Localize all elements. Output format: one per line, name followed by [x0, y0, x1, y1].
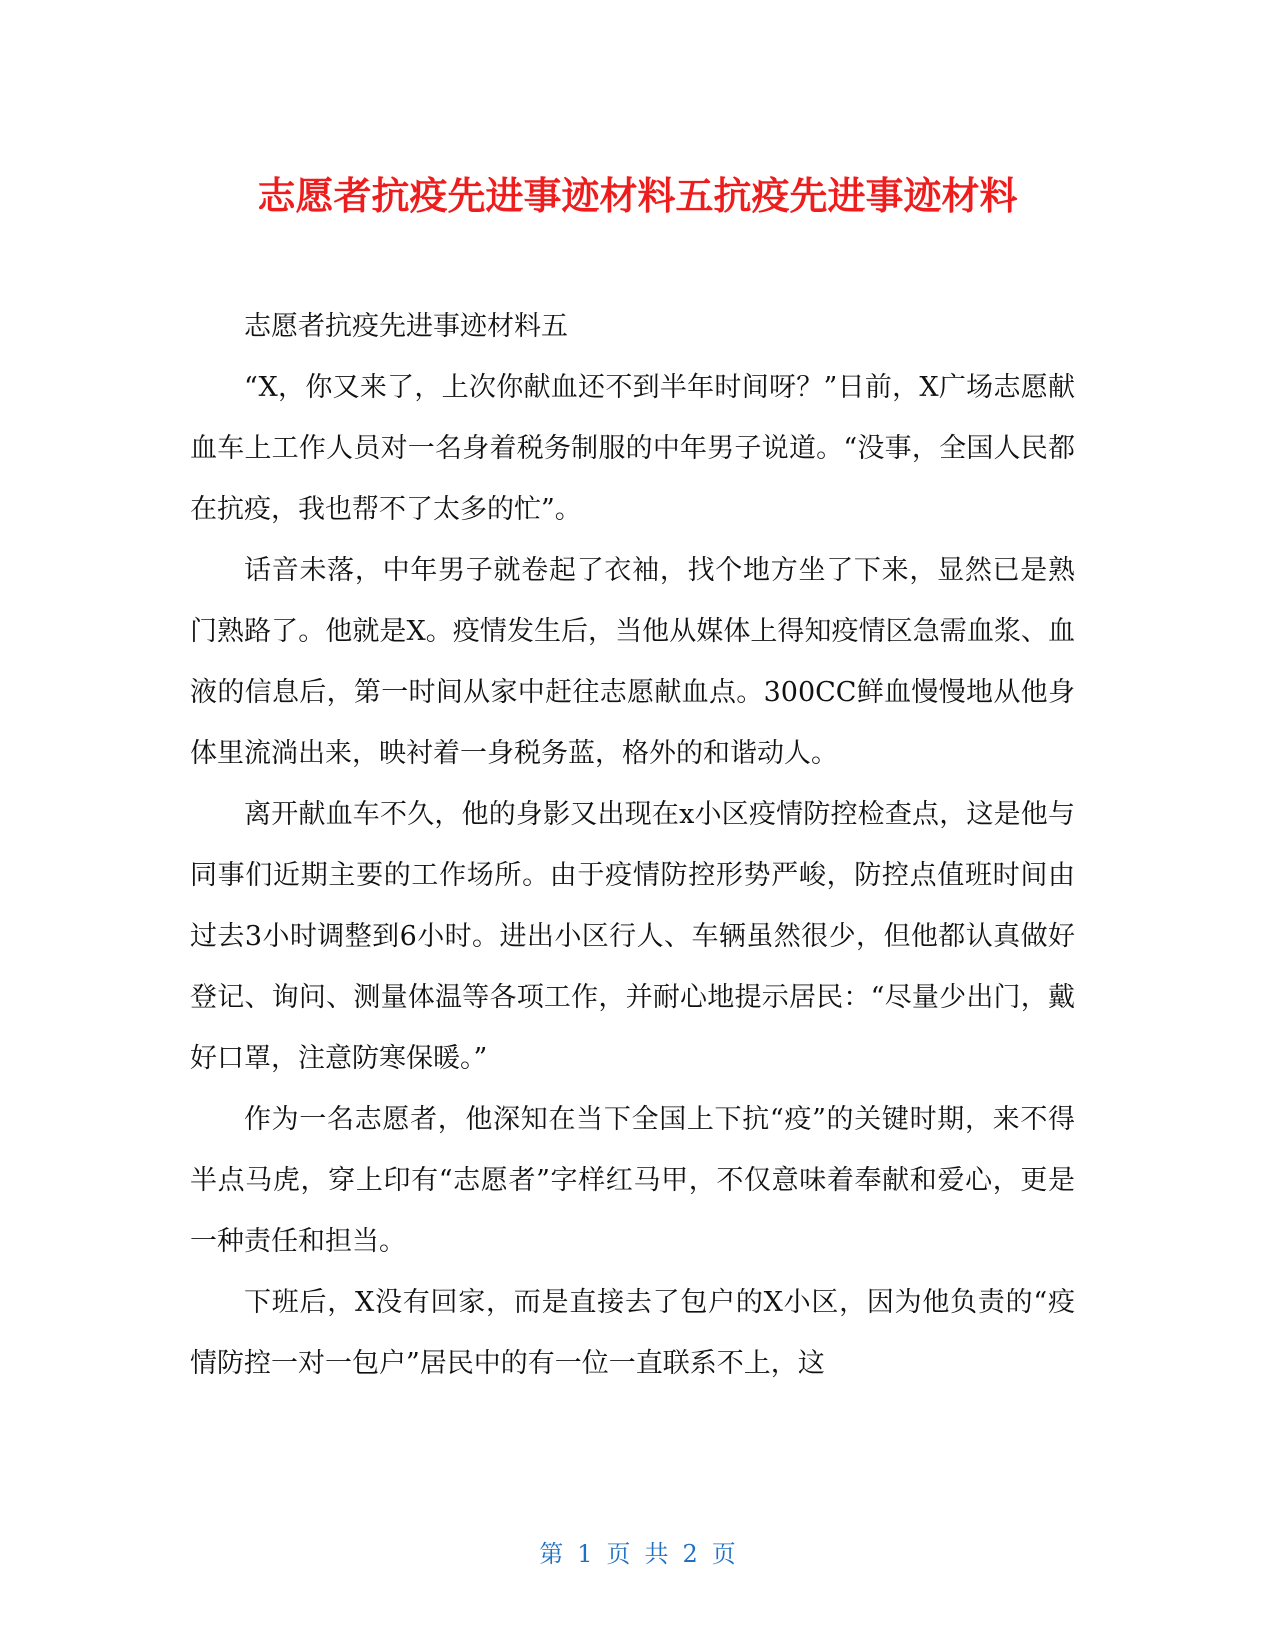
- footer-page-total: 2: [682, 1540, 698, 1568]
- footer-label-gong: 共: [644, 1540, 669, 1568]
- paragraph: 作为一名志愿者，他深知在当下全国上下抗“疫”的关键时期，来不得半点马虎，穿上印有“志愿者”字样红马甲，不仅意味着奉献和爱心，更是一种责任和担当。: [190, 1104, 1075, 1257]
- paragraph: 下班后，X没有回家，而是直接去了包户的X小区，因为他负责的“疫情防控一对一包户”居民中的有一位一直联系不上，这: [190, 1287, 1075, 1379]
- paragraph: 离开献血车不久，他的身影又出现在x小区疫情防控检查点，这是他与同事们近期主要的工作场所。由于疫情防控形势严峻，防控点值班时间由过去3小时调整到6小时。进出小区行人、车辆虽然很少，但他都认真做好登记、询问、测量体温等各项工作，并耐心地提示居民：“尽量少出门，戴好口罩，注意防寒保暖。”: [190, 799, 1075, 1074]
- document-title: 志愿者抗疫先进事迹材料五抗疫先进事迹材料: [257, 174, 1018, 218]
- document-subtitle: 志愿者抗疫先进事迹材料五: [244, 311, 568, 342]
- footer-label-di: 第: [539, 1540, 564, 1568]
- document-body: [190, 296, 1075, 1394]
- page-footer: [0, 1538, 1275, 1570]
- footer-label-ye: 页: [606, 1540, 631, 1568]
- paragraph: 话音未落，中年男子就卷起了衣袖，找个地方坐了下来，显然已是熟门熟路了。他就是X。疫情发生后，当他从媒体上得知疫情区急需血浆、血液的信息后，第一时间从家中赶往志愿献血点。300CC鲜血慢慢地从他身体里流淌出来，映衬着一身税务蓝，格外的和谐动人。: [190, 555, 1075, 769]
- paragraph: “X，你又来了，上次你献血还不到半年时间呀？”日前，X广场志愿献血车上工作人员对一名身着税务制服的中年男子说道。“没事，全国人民都在抗疫，我也帮不了太多的忙”。: [190, 372, 1075, 525]
- footer-label-ye2: 页: [711, 1540, 736, 1568]
- footer-page-current: 1: [577, 1540, 593, 1568]
